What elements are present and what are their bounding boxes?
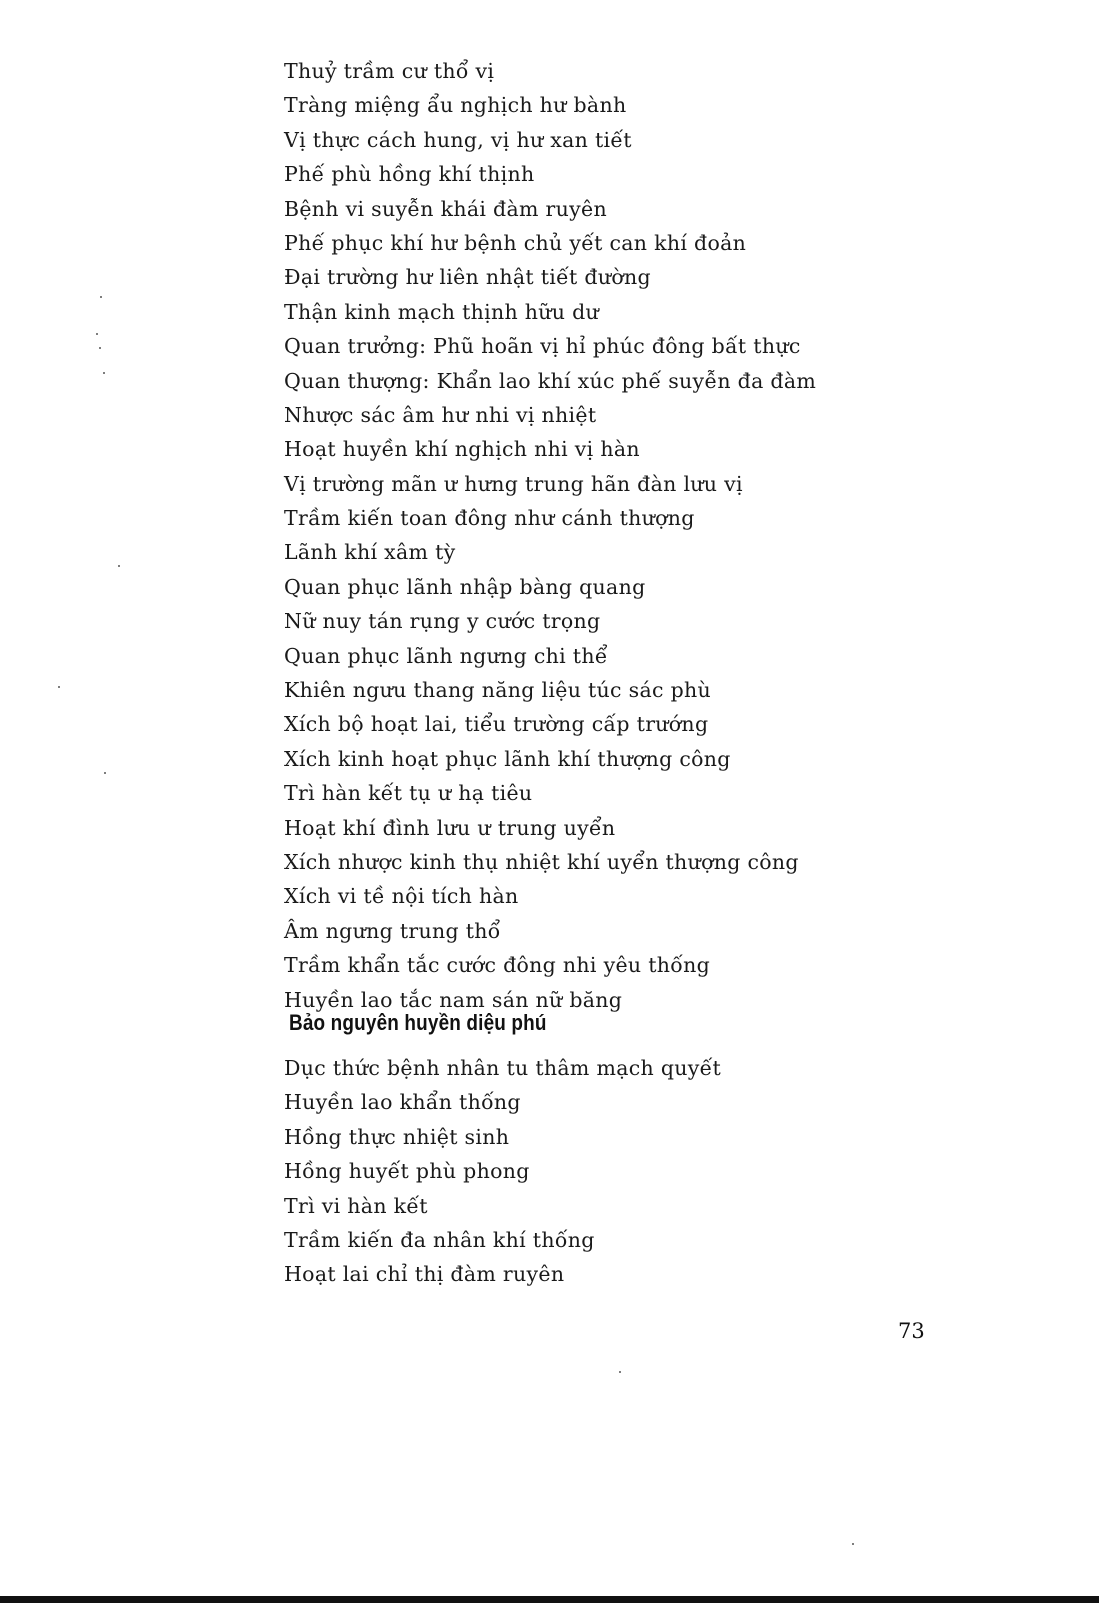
verse-line: Huyền lao tắc nam sán nữ băng (284, 987, 623, 1012)
verse-line: Vị trường mãn ư hưng trung hãn đàn lưu vị (284, 471, 743, 496)
verse-line: Trầm khẩn tắc cước đông nhi yêu thống (284, 953, 711, 978)
verse-line: Quan thượng: Khẩn lao khí xúc phế suyễn đa đàm (284, 368, 817, 393)
scan-speck (104, 772, 106, 774)
scan-speck (619, 1371, 621, 1373)
verse-line: Trầm kiến đa nhân khí thống (284, 1227, 595, 1252)
verse-line: Trì vi hàn kết (284, 1193, 428, 1218)
verse-line: Xích nhược kinh thụ nhiệt khí uyển thượng công (284, 849, 799, 874)
verse-line: Lãnh khí xâm tỳ (284, 540, 456, 565)
verse-line: Xích kinh hoạt phục lãnh khí thượng công (284, 746, 731, 771)
verse-line: Hoạt lai chỉ thị đàm ruyên (284, 1262, 565, 1287)
verse-line: Thuỷ trầm cư thổ vị (284, 59, 495, 83)
verse-line: Tràng miệng ẩu nghịch hư bành (284, 93, 627, 118)
scan-speck (852, 1543, 854, 1545)
page-number: 73 (898, 1319, 925, 1343)
scan-speck (96, 333, 98, 335)
verse-line: Huyền lao khẩn thống (284, 1090, 521, 1115)
verse-line: Quan phục lãnh ngưng chi thể (284, 643, 608, 668)
verse-line: Vị thực cách hung, vị hư xan tiết (284, 127, 632, 152)
verse-line: Nữ nuy tán rụng y cước trọng (284, 609, 601, 634)
verse-line: Hoạt huyền khí nghịch nhi vị hàn (284, 437, 640, 462)
verse-line: Bệnh vi suyễn khái đàm ruyên (284, 196, 607, 221)
verse-line: Quan trưởng: Phũ hoãn vị hỉ phúc đông bất thực (284, 334, 801, 359)
verse-block-2 (284, 1051, 721, 1292)
verse-line: Trì hàn kết tụ ư hạ tiêu (284, 781, 533, 806)
verse-line: Khiên ngưu thang năng liệu túc sác phù (284, 678, 712, 703)
scan-speck (58, 686, 60, 688)
verse-line: Âm ngưng trung thổ (284, 918, 501, 943)
scan-speck (103, 372, 105, 374)
verse-line: Nhược sác âm hư nhi vị nhiệt (284, 402, 597, 427)
verse-line: Hồng huyết phù phong (284, 1159, 530, 1184)
verse-line: Phế phục khí hư bệnh chủ yết can khí đoản (284, 230, 747, 255)
verse-line: Quan phục lãnh nhập bàng quang (284, 574, 646, 599)
verse-line: Đại trường hư liên nhật tiết đường (284, 265, 651, 290)
verse-line: Xích vi tề nội tích hàn (284, 884, 519, 909)
section-heading: Bảo nguyên huyền diệu phú (289, 1010, 547, 1035)
verse-line: Thận kinh mạch thịnh hữu dư (284, 299, 600, 324)
scan-speck (100, 296, 102, 298)
scan-speck (99, 347, 101, 349)
scan-speck (118, 565, 120, 567)
verse-line: Phế phù hồng khí thịnh (284, 162, 535, 187)
scan-bottom-edge (0, 1596, 1099, 1603)
verse-line: Trầm kiến toan đông như cánh thượng (284, 506, 695, 531)
verse-line: Hoạt khí đình lưu ư trung uyển (284, 815, 616, 840)
verse-block-1 (284, 54, 816, 1017)
verse-line: Dục thức bệnh nhân tu thâm mạch quyết (284, 1056, 722, 1080)
verse-line: Xích bộ hoạt lai, tiểu trường cấp trướng (284, 712, 709, 737)
verse-line: Hồng thực nhiệt sinh (284, 1124, 510, 1149)
